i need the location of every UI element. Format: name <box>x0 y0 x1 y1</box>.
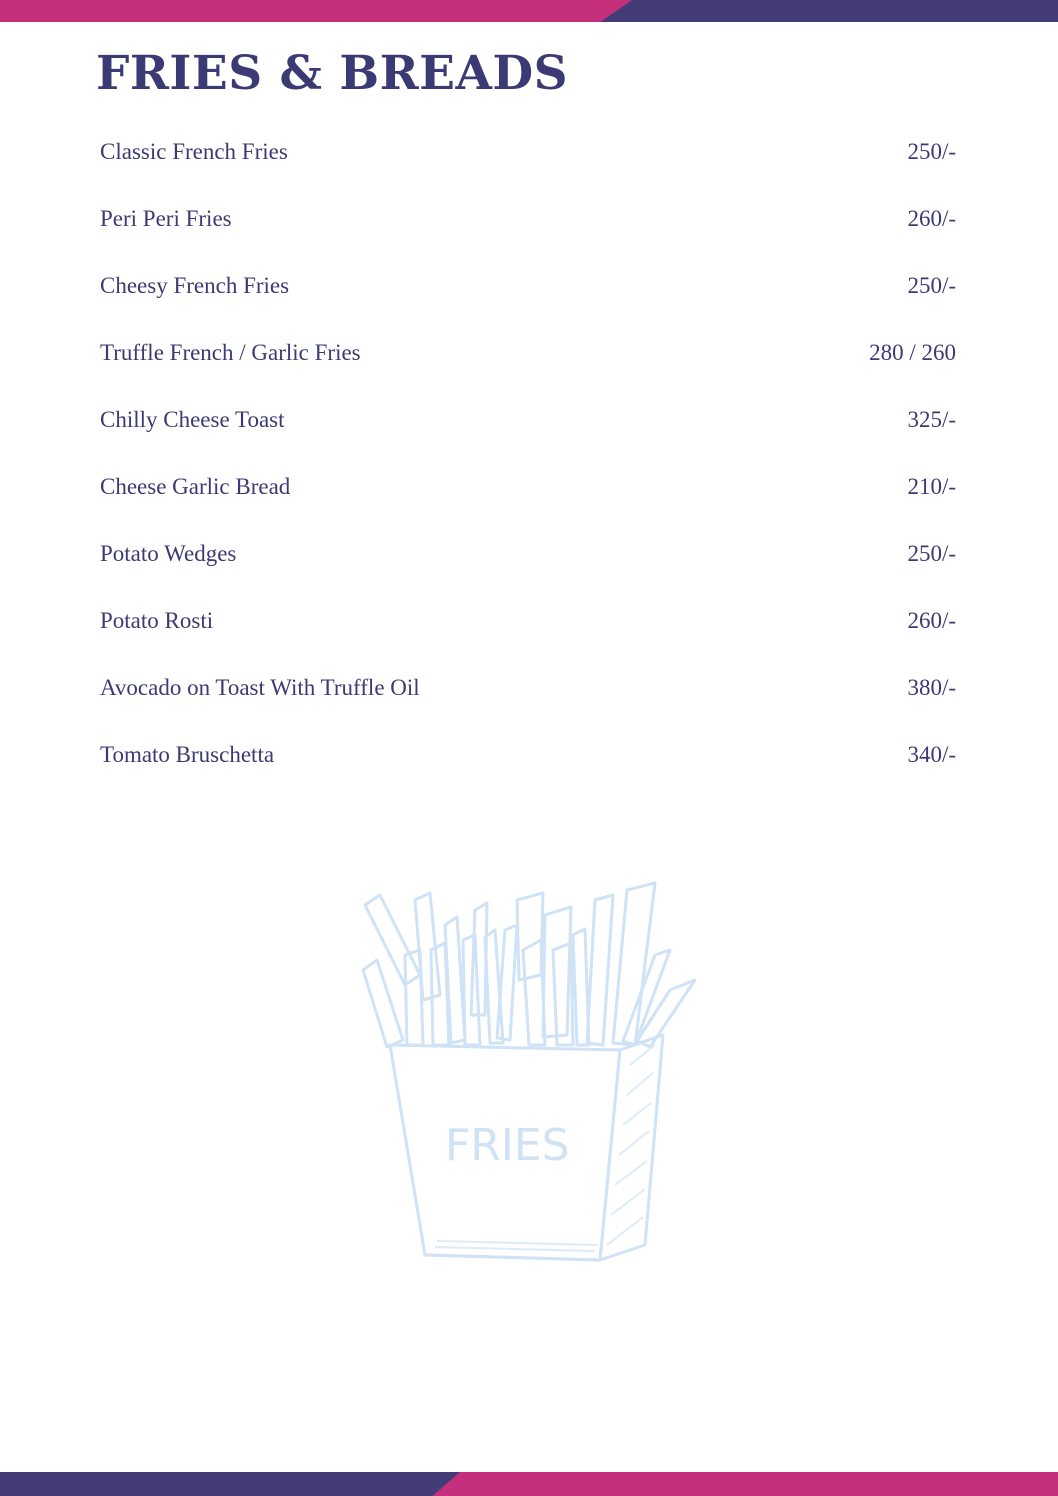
menu-item-name: Classic French Fries <box>100 138 288 164</box>
menu-list <box>100 118 956 788</box>
menu-item <box>100 252 956 319</box>
menu-item-price: 250/- <box>907 138 956 164</box>
menu-item <box>100 587 956 654</box>
menu-item-name: Peri Peri Fries <box>100 205 232 231</box>
menu-item-name: Potato Wedges <box>100 540 237 566</box>
menu-item <box>100 185 956 252</box>
menu-item-name: Tomato Bruschetta <box>100 741 275 767</box>
menu-item <box>100 453 956 520</box>
menu-item-price: 260/- <box>907 205 956 231</box>
top-decor-accent <box>0 0 632 22</box>
fries-box-label: FRIES <box>445 1120 570 1171</box>
menu-item <box>100 118 956 185</box>
menu-item-name: Cheese Garlic Bread <box>100 473 291 499</box>
bottom-decor-accent <box>0 1472 460 1496</box>
menu-item <box>100 319 956 386</box>
menu-item-price: 280 / 260 <box>869 339 956 365</box>
menu-item <box>100 386 956 453</box>
fries-illustration <box>345 855 710 1280</box>
menu-item-name: Chilly Cheese Toast <box>100 406 285 432</box>
fries-box-icon <box>345 855 710 1280</box>
menu-item-price: 325/- <box>907 406 956 432</box>
menu-item-price: 380/- <box>907 674 956 700</box>
menu-item <box>100 721 956 788</box>
menu-item-name: Cheesy French Fries <box>100 272 290 298</box>
menu-item-price: 250/- <box>907 272 956 298</box>
menu-item <box>100 520 956 587</box>
menu-item-price: 250/- <box>907 540 956 566</box>
menu-item <box>100 654 956 721</box>
menu-item-price: 340/- <box>907 741 956 767</box>
section-title: FRIES & BREADS <box>96 46 569 101</box>
menu-item-name: Potato Rosti <box>100 607 214 633</box>
menu-item-name: Truffle French / Garlic Fries <box>100 339 361 365</box>
menu-item-price: 260/- <box>907 607 956 633</box>
menu-item-price: 210/- <box>907 473 956 499</box>
menu-item-name: Avocado on Toast With Truffle Oil <box>100 674 420 700</box>
